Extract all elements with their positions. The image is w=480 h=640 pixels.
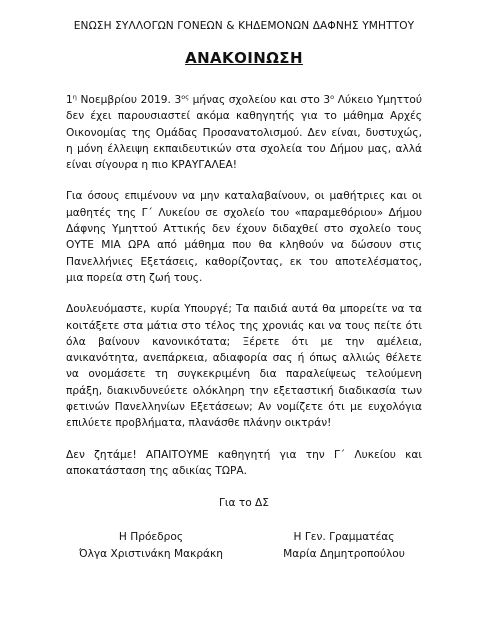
- paragraph-1-day-sup: η: [72, 93, 77, 101]
- organization-header: ΕΝΩΣΗ ΣΥΛΛΟΓΩΝ ΓΟΝΕΩΝ & ΚΗΔΕΜΟΝΩΝ ΔΑΦΝΗΣ ΥΜΗΤΤΟΥ: [73, 20, 415, 32]
- paragraph-1-school-sup: ο: [330, 93, 335, 101]
- paragraph-2: Για όσους επιμένουν να μην καταλαβαίνουν, οι μαθήτριες και οι μαθητές της Γ΄ Λυκείου σε σχολείο του «παραμεθόριου» Δήμου Δάφνης Υμηττού Αττικής δεν έχουν διδαχθεί στο σχολείο τους ΟΥΤΕ ΜΙΑ ΩΡΑ από μάθημα που θα κληθούν να δώσουν στις Πανελλήνιες Εξετάσεις, καθορίζοντας, εκ του αποτελέσματος, μια πορεία στη ζωή τους.: [66, 190, 422, 284]
- paragraph-4: Δεν ζητάμε! ΑΠΑΙΤΟΥΜΕ καθηγητή για την Γ΄ Λυκείου και αποκατάσταση της αδικίας ΤΩΡΑ.: [66, 448, 422, 477]
- paragraph-3: Δουλευόμαστε, κυρία Υπουργέ; Τα παιδιά αυτά θα μπορείτε να τα κοιτάξετε στα μάτια στο τέλος της χρονιάς και να τους πείτε ότι όλα βαίνουν κανονικότατα; Ξέρετε ότι με την αμέλεια, ανικανότητα, ανεπάρκεια, αδιαφορία σας ή όπως αλλιώς θέλετε να ονομάσετε τη συγκεκριμένη δια παραλείψεως τελούμενη πράξη, διακινδυνεύετε ολόκληρη την εξεταστική διαδικασία των φετινών Πανελληνίων Εξετάσεων; Αν νομίζετε ότι με ευχολόγια επιλύετε προβλήματα, πλανάσθε πλάνην οικτράν!: [66, 303, 422, 430]
- secretary-name: Μαρία Δημητροπούλου: [283, 547, 405, 560]
- paragraph-1-rest: Λύκειο Υμηττού δεν έχει παρουσιαστεί ακόμα καθηγητής για το μάθημα Αρχές Οικονομίας της Ομάδας Προσανατολισμού. Δεν είναι, δυστυχώς, η μόνη έλλειψη εκπαιδευτικών στα σχολεία του Δήμου μας, αλλά είναι σίγουρα η πιο ΚΡΑΥΓΑΛΕΑ!: [66, 94, 422, 172]
- paragraph-1-after-day: Νοεμβρίου 2019. 3: [76, 94, 182, 106]
- page-title: ΑΝΑΚΟΙΝΩΣΗ: [185, 49, 303, 67]
- president-role: Η Πρόεδρος: [118, 531, 184, 544]
- signoff-line: Για το ΔΣ: [218, 497, 269, 510]
- paragraph-1: [66, 92, 422, 173]
- secretary-signature: [264, 529, 424, 562]
- president-signature: [76, 529, 226, 562]
- secretary-role: Η Γεν. Γραμματέας: [293, 531, 395, 544]
- paragraph-1-month-sup: ος: [181, 93, 190, 101]
- paragraph-1-after-month: μήνας σχολείου και στο 3: [189, 94, 331, 106]
- paragraph-1-day: 1: [66, 94, 73, 106]
- president-name: Όλγα Χριστινάκη Μακράκη: [79, 547, 223, 560]
- signatures-block: [66, 529, 422, 562]
